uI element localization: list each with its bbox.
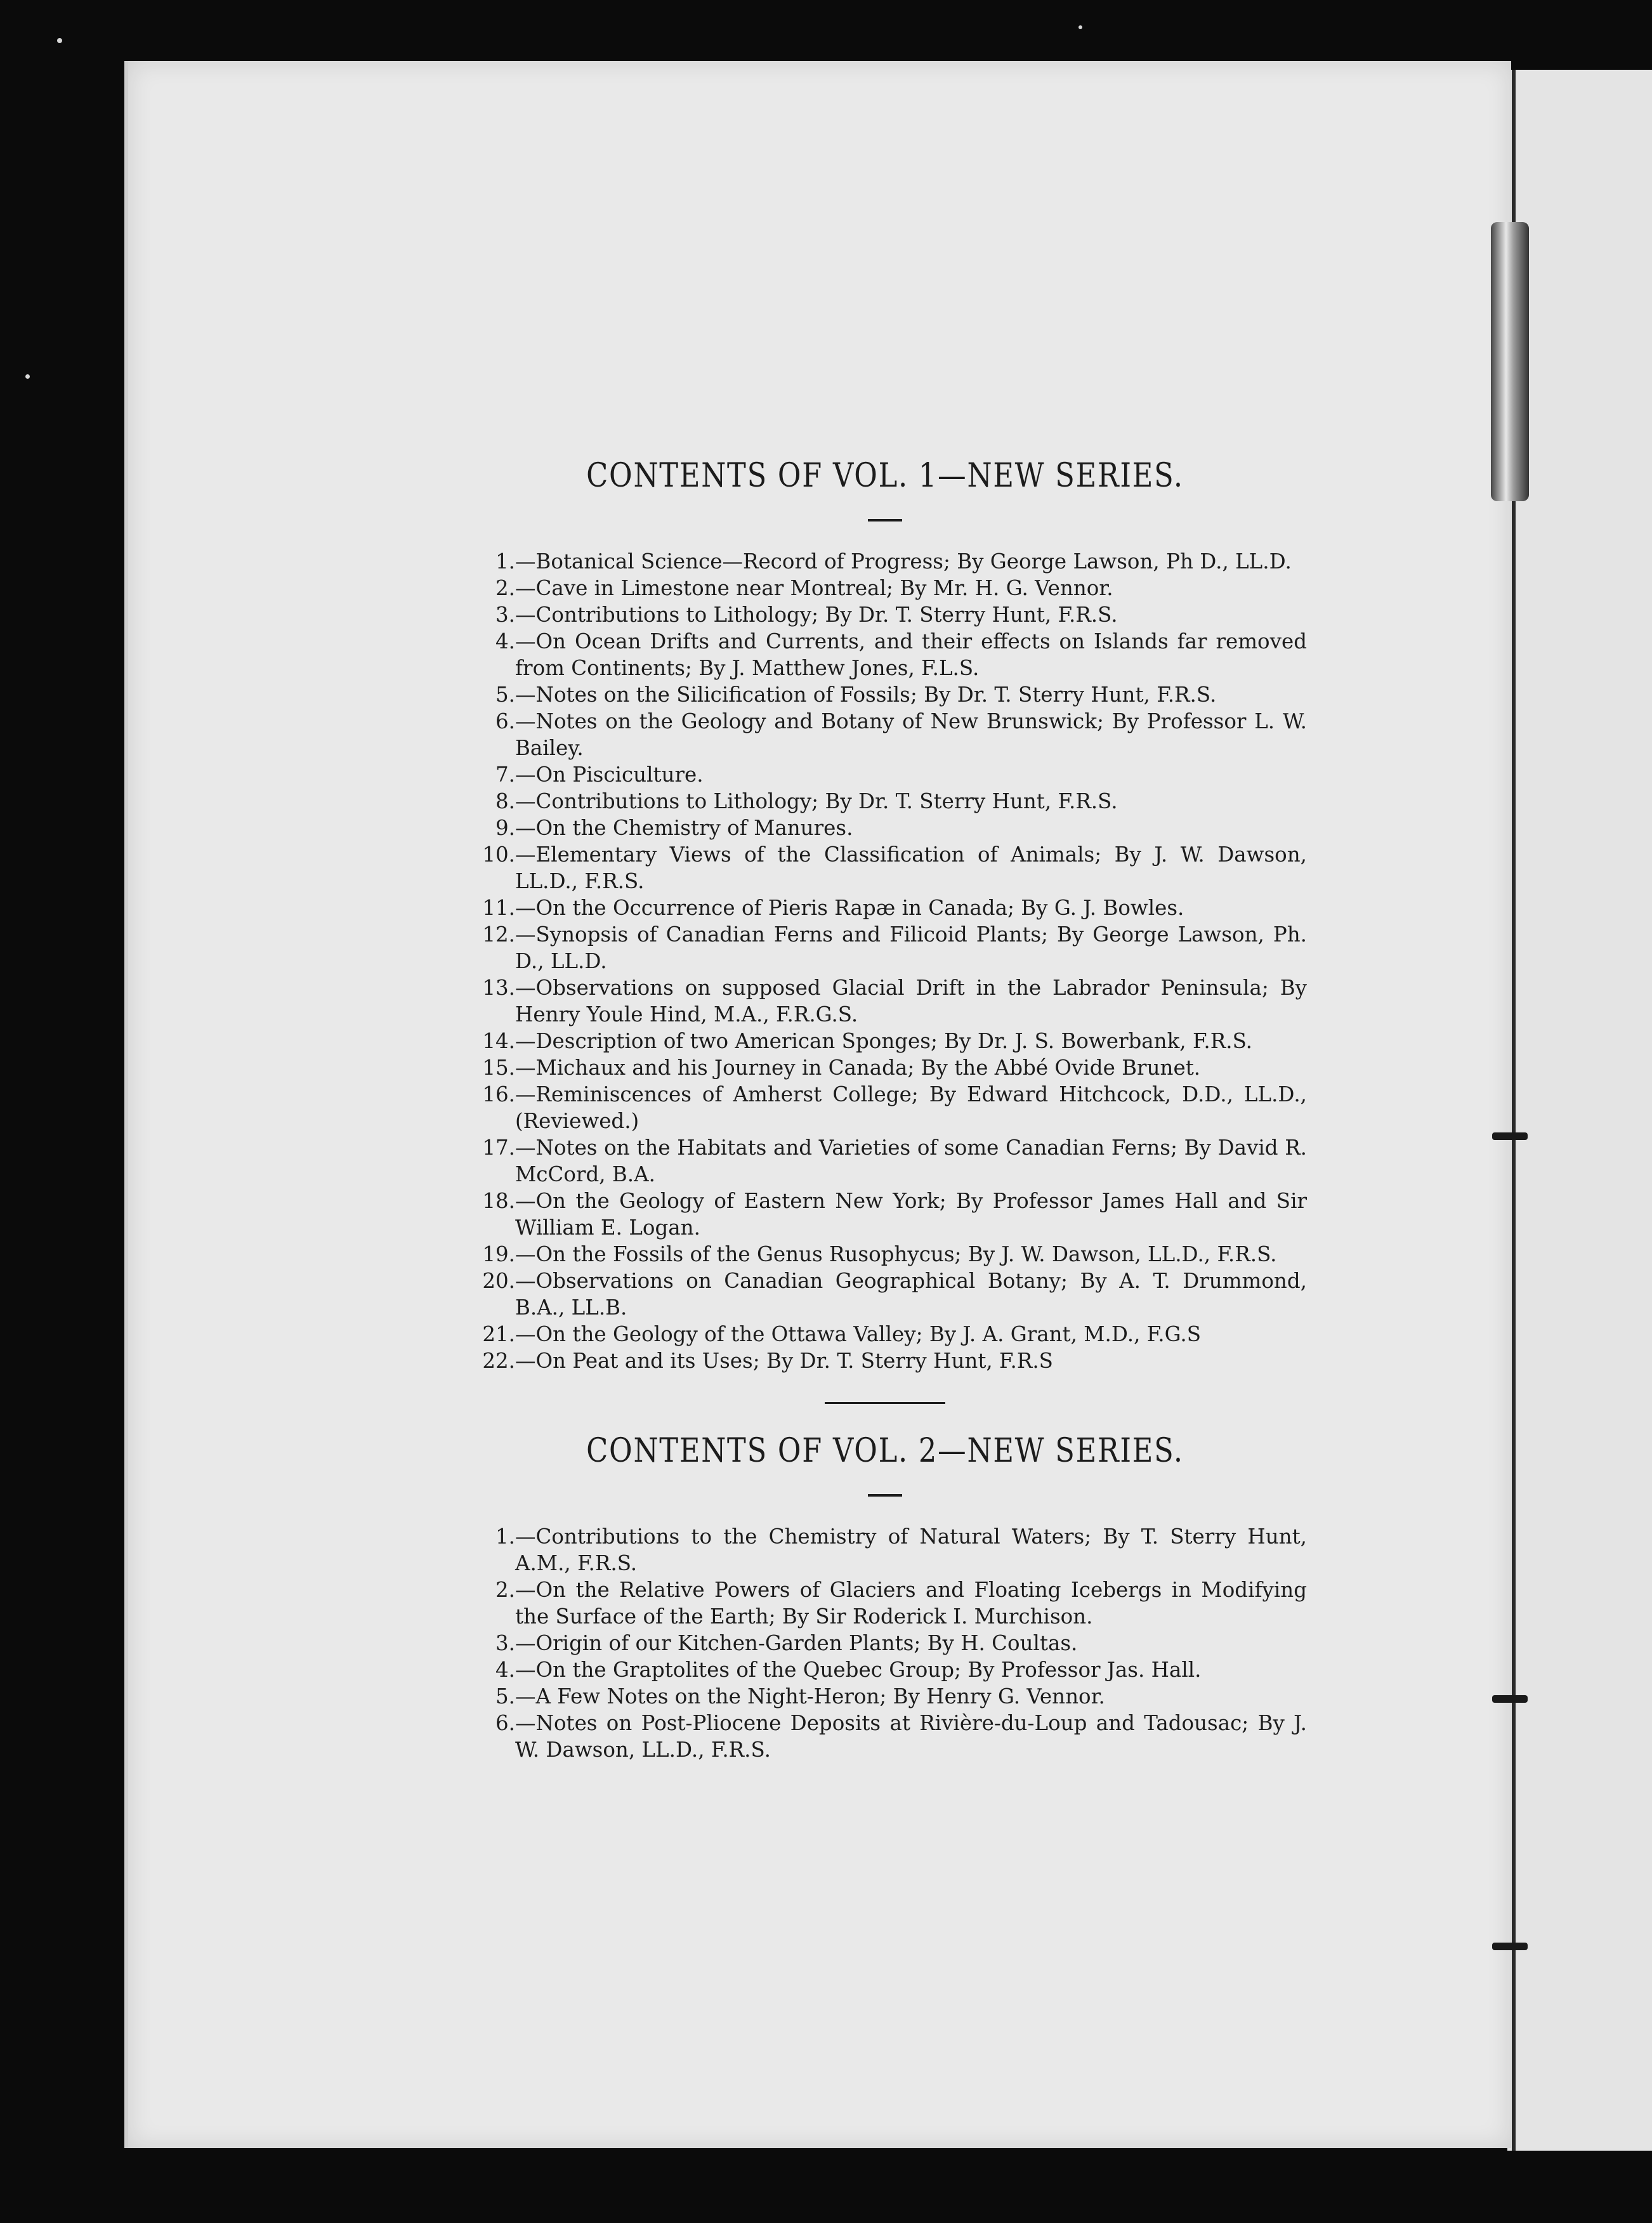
contents-entry <box>463 761 1307 788</box>
binding-tab <box>1492 1695 1528 1703</box>
contents-entry <box>463 1188 1307 1241</box>
entry-number: 22. <box>482 1349 515 1373</box>
entry-number: 19. <box>482 1242 515 1266</box>
entry-title: —On Pisciculture. <box>515 763 704 787</box>
contents-entry <box>463 1268 1307 1321</box>
heading-rule <box>868 519 902 521</box>
contents-entry <box>463 921 1307 974</box>
contents-entry <box>463 815 1307 841</box>
binding-tab <box>1492 1943 1528 1950</box>
entry-title: —On Ocean Drifts and Currents, and their effects on Islands far removed from Continents; By J. Matthew Jones, F.L.S. <box>515 629 1307 680</box>
entry-number: 3. <box>495 603 515 627</box>
entry-title: —Contributions to Lithology; By Dr. T. Sterry Hunt, F.R.S. <box>515 789 1118 813</box>
entry-number: 8. <box>495 789 515 813</box>
entry-title: —Observations on Canadian Geographical Botany; By A. T. Drummond, B.A., LL.B. <box>515 1269 1307 1320</box>
contents-entry <box>463 1241 1307 1268</box>
section-separator <box>825 1402 945 1404</box>
contents-entry <box>463 841 1307 895</box>
contents-entry <box>463 1054 1307 1081</box>
entry-number: 14. <box>482 1029 515 1053</box>
entry-title: —Michaux and his Journey in Canada; By the Abbé Ovide Brunet. <box>515 1056 1201 1080</box>
entry-number: 6. <box>495 709 515 733</box>
heading-rule <box>868 1494 902 1497</box>
entry-number: 13. <box>482 976 515 1000</box>
volume2-heading: CONTENTS OF VOL. 2—NEW SERIES. <box>586 1432 1184 1470</box>
contents-entry <box>463 895 1307 921</box>
entry-number: 2. <box>495 1578 515 1602</box>
entry-title: —On the Graptolites of the Quebec Group; By Professor Jas. Hall. <box>515 1658 1202 1682</box>
contents-entry <box>463 708 1307 761</box>
entry-title: —On the Chemistry of Manures. <box>515 816 853 840</box>
entry-title: —On Peat and its Uses; By Dr. T. Sterry Hunt, F.R.S <box>515 1349 1053 1373</box>
contents-entry <box>463 575 1307 601</box>
volume1-contents-list <box>463 548 1307 1374</box>
entry-number: 9. <box>495 816 515 840</box>
entry-title: —On the Relative Powers of Glaciers and Floating Icebergs in Modifying the Surface of the Earth; By Sir Roderick I. Murchison. <box>515 1578 1307 1629</box>
contents-entry <box>463 548 1307 575</box>
contents-entry <box>463 1348 1307 1374</box>
entry-title: —Synopsis of Canadian Ferns and Filicoid Plants; By George Lawson, Ph. D., LL.D. <box>515 922 1307 973</box>
binding-tab <box>1492 1132 1528 1140</box>
entry-number: 12. <box>482 922 515 947</box>
scan-speck <box>57 38 62 43</box>
entry-number: 17. <box>482 1136 515 1160</box>
entry-title: —Botanical Science—Record of Progress; By George Lawson, Ph D., LL.D. <box>515 549 1292 574</box>
entry-title: —Observations on supposed Glacial Drift in the Labrador Peninsula; By Henry Youle Hind, M.A., F.R.G.S. <box>515 976 1307 1026</box>
contents-entry <box>463 1710 1307 1763</box>
scan-speck <box>25 374 30 379</box>
entry-title: —On the Geology of Eastern New York; By Professor James Hall and Sir William E. Logan. <box>515 1189 1307 1240</box>
entry-number: 2. <box>495 576 515 600</box>
entry-number: 5. <box>495 1684 515 1708</box>
contents-entry <box>463 601 1307 628</box>
entry-title: —On the Geology of the Ottawa Valley; By J. A. Grant, M.D., F.G.S <box>515 1322 1201 1346</box>
binding-clip <box>1491 222 1529 501</box>
entry-title: —Description of two American Sponges; By Dr. J. S. Bowerbank, F.R.S. <box>515 1029 1253 1053</box>
contents-entry <box>463 628 1307 681</box>
contents-page <box>463 457 1307 1763</box>
contents-entry <box>463 788 1307 815</box>
entry-number: 1. <box>495 1525 515 1549</box>
volume2-contents-list <box>463 1523 1307 1763</box>
scan-speck <box>1078 25 1082 29</box>
entry-title: —On the Fossils of the Genus Rusophycus; By J. W. Dawson, LL.D., F.R.S. <box>515 1242 1277 1266</box>
entry-title: —Reminiscences of Amherst College; By Edward Hitchcock, D.D., LL.D., (Reviewed.) <box>515 1082 1307 1133</box>
entry-title: —Elementary Views of the Classification of Animals; By J. W. Dawson, LL.D., F.R.S. <box>515 843 1307 893</box>
entry-number: 3. <box>495 1631 515 1655</box>
entry-number: 21. <box>482 1322 515 1346</box>
entry-number: 5. <box>495 683 515 707</box>
entry-title: —Notes on the Habitats and Varieties of some Canadian Ferns; By David R. McCord, B.A. <box>515 1136 1307 1186</box>
entry-title: —Contributions to Lithology; By Dr. T. Sterry Hunt, F.R.S. <box>515 603 1118 627</box>
entry-number: 1. <box>495 549 515 574</box>
entry-title: —Origin of our Kitchen-Garden Plants; By H. Coultas. <box>515 1631 1078 1655</box>
entry-number: 20. <box>482 1269 515 1293</box>
entry-title: —Cave in Limestone near Montreal; By Mr. H. G. Vennor. <box>515 576 1113 600</box>
entry-title: —Notes on the Geology and Botany of New Brunswick; By Professor L. W. Bailey. <box>515 709 1307 760</box>
entry-number: 7. <box>495 763 515 787</box>
contents-entry <box>463 1028 1307 1054</box>
entry-number: 18. <box>482 1189 515 1213</box>
contents-entry <box>463 1630 1307 1656</box>
entry-number: 11. <box>482 896 515 920</box>
volume1-heading: CONTENTS OF VOL. 1—NEW SERIES. <box>586 457 1184 495</box>
contents-entry <box>463 974 1307 1028</box>
contents-entry <box>463 1523 1307 1577</box>
entry-title: —Notes on the Silicification of Fossils; By Dr. T. Sterry Hunt, F.R.S. <box>515 683 1217 707</box>
entry-title: —Notes on Post-Pliocene Deposits at Rivière-du-Loup and Tadousac; By J. W. Dawson, LL.D., F.R.S. <box>515 1711 1307 1762</box>
entry-number: 16. <box>482 1082 515 1106</box>
facing-page-edge <box>1507 70 1652 2151</box>
contents-entry <box>463 681 1307 708</box>
entry-number: 4. <box>495 629 515 653</box>
entry-number: 6. <box>495 1711 515 1735</box>
contents-entry <box>463 1656 1307 1683</box>
entry-number: 10. <box>482 843 515 867</box>
entry-title: —A Few Notes on the Night-Heron; By Henry G. Vennor. <box>515 1684 1105 1708</box>
entry-number: 4. <box>495 1658 515 1682</box>
entry-title: —Contributions to the Chemistry of Natural Waters; By T. Sterry Hunt, A.M., F.R.S. <box>515 1525 1307 1575</box>
contents-entry <box>463 1321 1307 1348</box>
contents-entry <box>463 1081 1307 1134</box>
contents-entry <box>463 1577 1307 1630</box>
entry-title: —On the Occurrence of Pieris Rapæ in Canada; By G. J. Bowles. <box>515 896 1184 920</box>
entry-number: 15. <box>482 1056 515 1080</box>
contents-entry <box>463 1134 1307 1188</box>
contents-entry <box>463 1683 1307 1710</box>
